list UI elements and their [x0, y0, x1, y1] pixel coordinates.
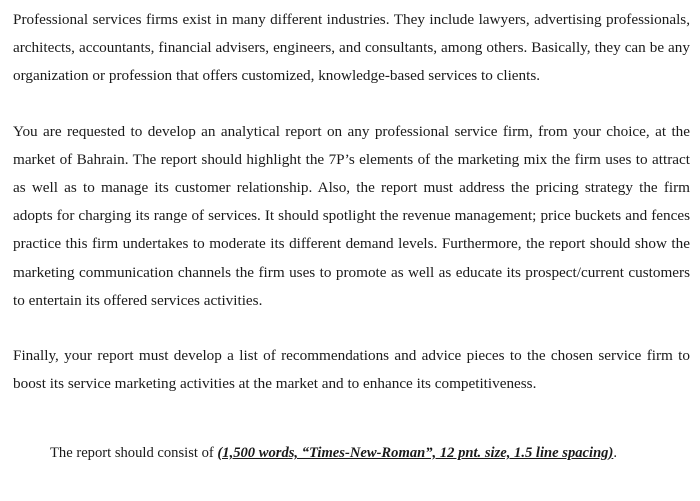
paragraph-recommendations: Finally, your report must develop a list of recommendations and advice pieces to the chosen service firm to boost its service marketing activities at the market and to enhance its competitiveness. — [13, 347, 690, 393]
report-format-note — [50, 439, 690, 467]
note-lead-text: The report should consist of — [50, 445, 218, 461]
note-trailing-period: . — [613, 445, 617, 461]
paragraph-requirements: You are requested to develop an analytical report on any professional service firm, from your choice, at the market of Bahrain. The report should highlight the 7P’s elements of the marketing mix the firm uses to attract as well as to manage its customer relationship. Also, the report must address the pricing strategy the firm adopts for charging its range of services. It should spotlight the revenue management; price buckets and fences practice this firm undertakes to moderate its different demand levels. Furthermore, the report should show the marketing communication channels the firm uses to promote as well as educate its prospect/current customers to entertain its offered services activities. — [13, 122, 690, 309]
paragraph-intro: Professional services firms exist in many different industries. They include lawyers, advertising professionals, architects, accountants, financial advisers, engineers, and consultants, among others. Basically, they can be any organization or profession that offers customized, knowledge-based services to clients. — [13, 11, 690, 85]
note-format-spec: (1,500 words, “Times-New-Roman”, 12 pnt. size, 1.5 line spacing) — [217, 445, 614, 461]
document-body — [13, 6, 690, 398]
